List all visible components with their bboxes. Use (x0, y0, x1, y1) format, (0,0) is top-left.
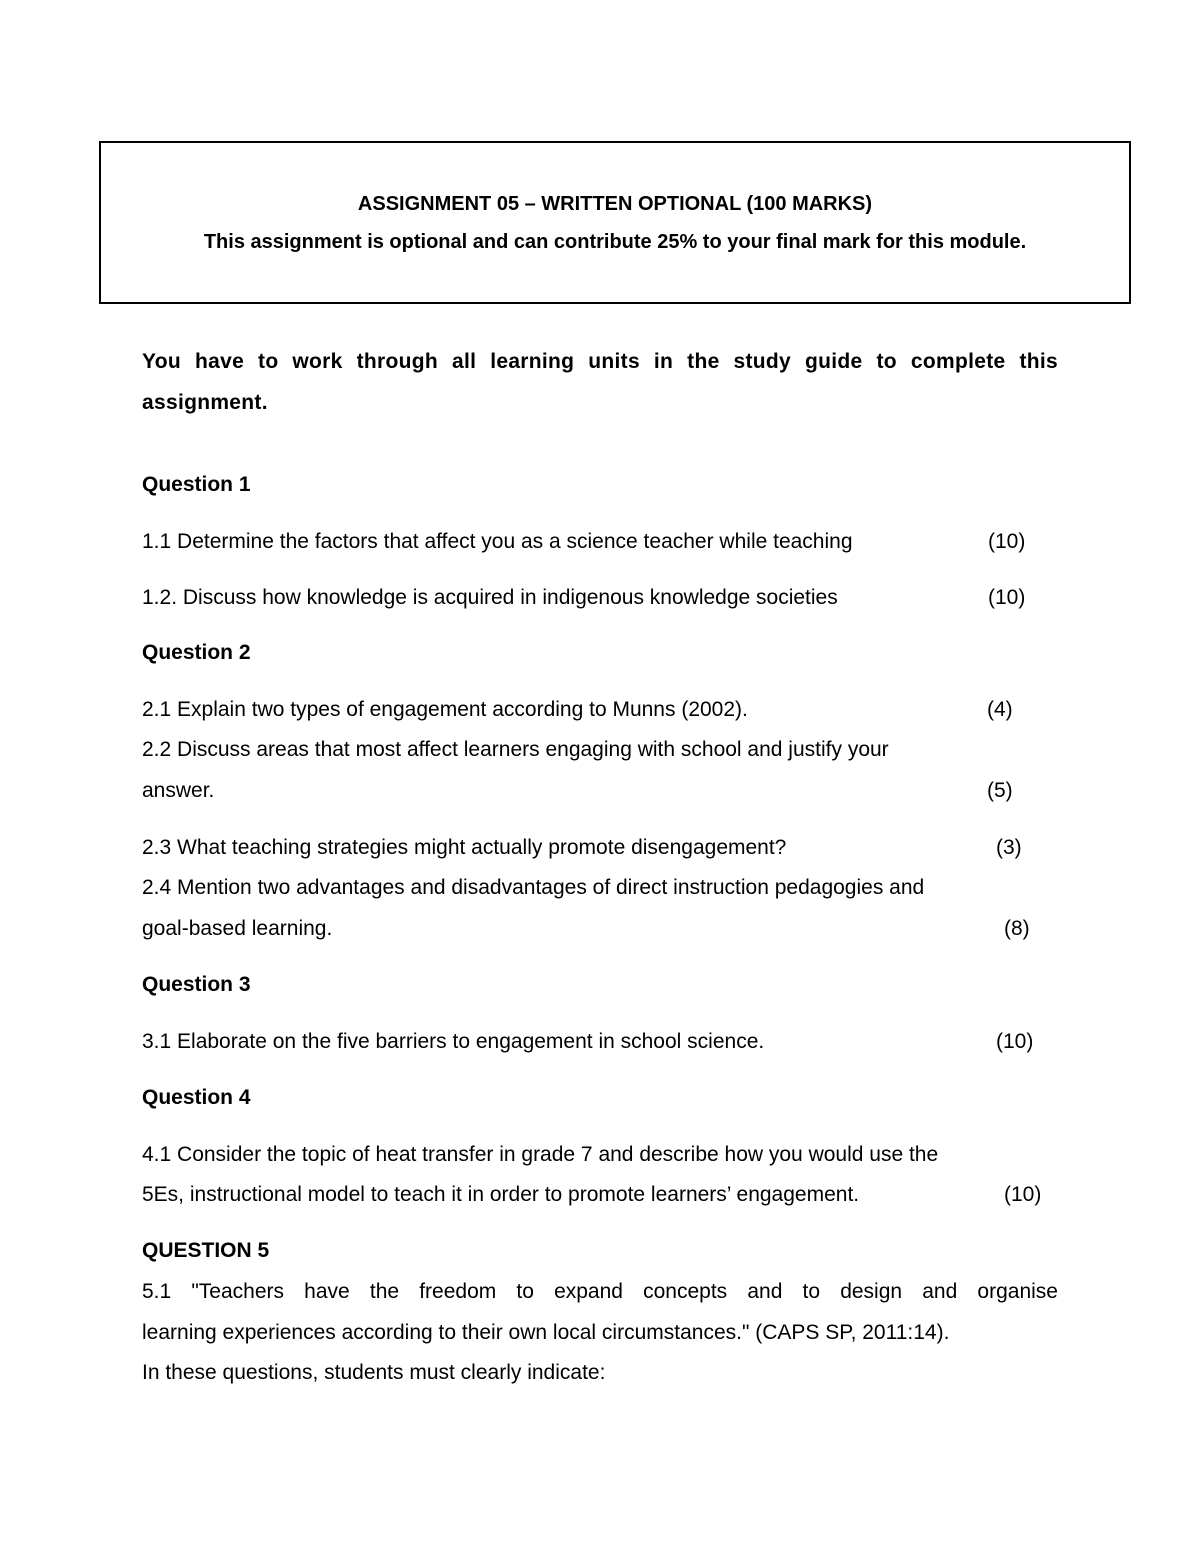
question-4-1-marks: (10) (1004, 1183, 1042, 1206)
question-1-1-marks: (10) (988, 530, 1026, 553)
question-2-2-text-line-2: answer. (142, 779, 215, 802)
question-2-3-marks: (3) (996, 836, 1022, 859)
question-2-4-marks: (8) (1004, 917, 1030, 940)
question-4-1-text-line-2: 5Es, instructional model to teach it in order to promote learners’ engagement. (142, 1183, 860, 1206)
question-5-1-text-line-3: In these questions, students must clearly indicate: (142, 1361, 606, 1384)
question-3-1-text: 3.1 Elaborate on the five barriers to engagement in school science. (142, 1030, 765, 1053)
question-1-1-text: 1.1 Determine the factors that affect you as a science teacher while teaching (142, 530, 853, 553)
question-1-2-text: 1.2. Discuss how knowledge is acquired in indigenous knowledge societies (142, 586, 838, 609)
assignment-title: ASSIGNMENT 05 – WRITTEN OPTIONAL (100 MARKS) (357, 193, 873, 215)
question-2-3-text: 2.3 What teaching strategies might actually promote disengagement? (142, 836, 787, 859)
question-2-1-text: 2.1 Explain two types of engagement according to Munns (2002). (142, 698, 748, 721)
question-1-2-marks: (10) (988, 586, 1026, 609)
assignment-header-box (99, 141, 1131, 304)
intro-line-1: You have to work through all learning units in the study guide to complete this (142, 350, 1058, 373)
question-5-1-text-line-2: learning experiences according to their own local circumstances." (CAPS SP, 2011:14). (142, 1321, 950, 1344)
question-2-1-marks: (4) (987, 698, 1013, 721)
question-2-2-text-line-1: 2.2 Discuss areas that most affect learners engaging with school and justify your (142, 738, 889, 761)
question-3-heading: Question 3 (142, 973, 251, 996)
question-1-heading: Question 1 (142, 473, 251, 496)
question-4-1-text-line-1: 4.1 Consider the topic of heat transfer in grade 7 and describe how you would use the (142, 1143, 939, 1166)
question-2-2-marks: (5) (987, 779, 1013, 802)
question-5-heading: QUESTION 5 (142, 1239, 270, 1262)
question-2-heading: Question 2 (142, 641, 251, 664)
question-2-4-text-line-2: goal-based learning. (142, 917, 333, 940)
question-2-4-text-line-1: 2.4 Mention two advantages and disadvantages of direct instruction pedagogies and (142, 876, 925, 899)
intro-line-2: assignment. (142, 391, 268, 414)
assignment-subtitle: This assignment is optional and can contribute 25% to your final mark for this module. (203, 231, 1027, 253)
question-4-heading: Question 4 (142, 1086, 251, 1109)
question-3-1-marks: (10) (996, 1030, 1034, 1053)
question-5-1-text-line-1: 5.1 "Teachers have the freedom to expand concepts and to design and organise (142, 1280, 1058, 1303)
